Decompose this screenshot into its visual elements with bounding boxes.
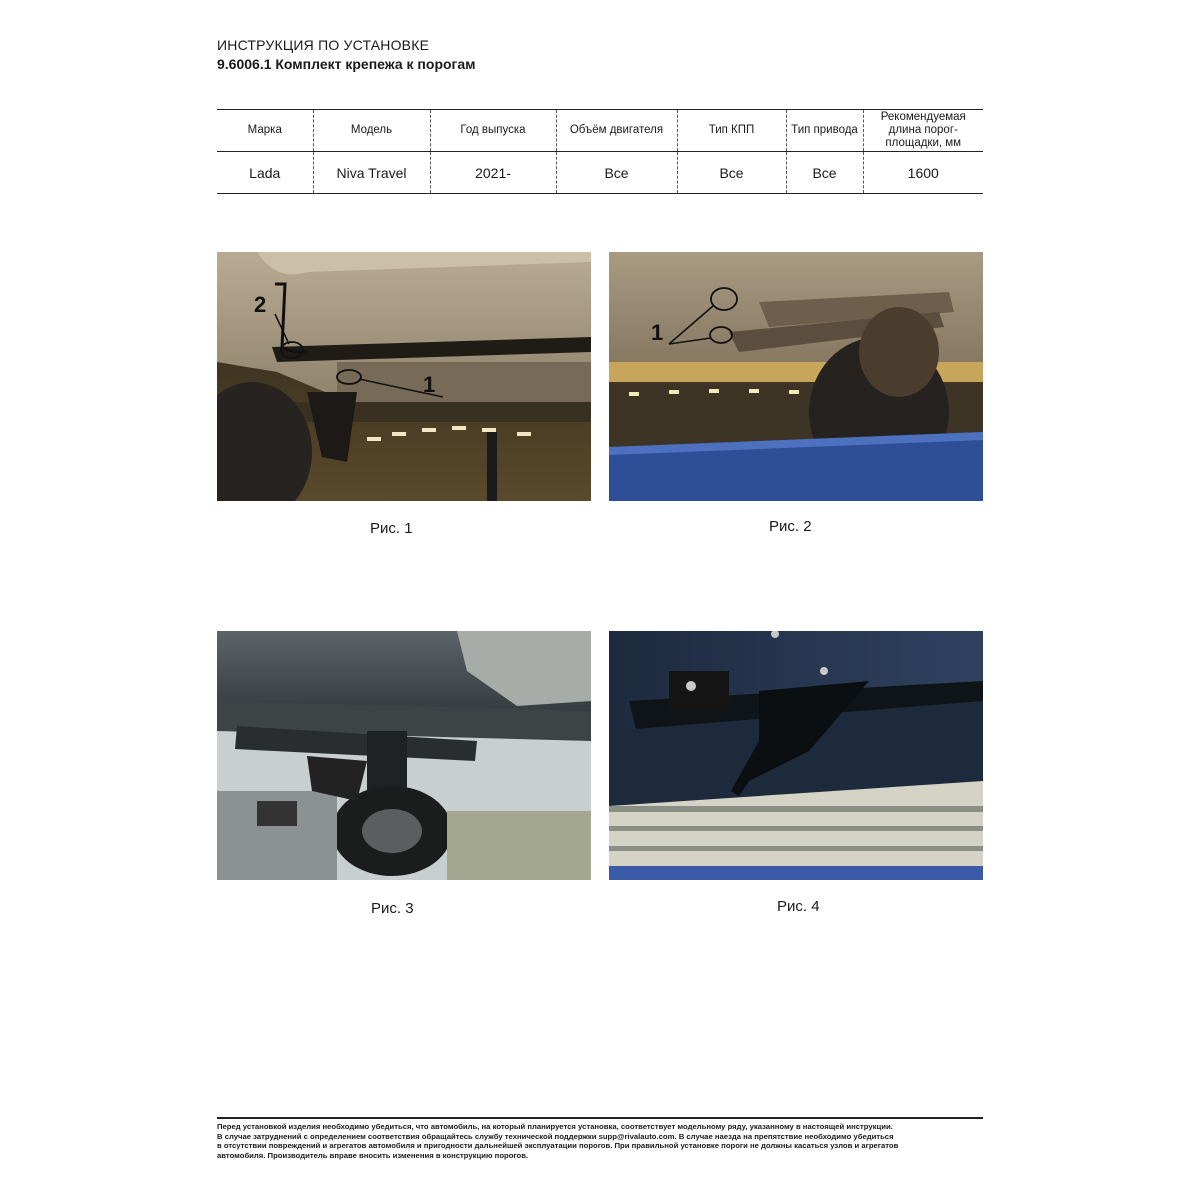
footer-line-1: Перед установкой изделия необходимо убедиться, что автомобиль, на который планируется установка, соответствует модельному ряду, указанному в настоящей инструкции. — [217, 1122, 893, 1131]
table-header-row — [217, 110, 983, 152]
cell-drive: Все — [786, 152, 863, 194]
footer-disclaimer — [217, 1117, 983, 1160]
footer-line-2: В случае затруднений с определением соответствия обращайтесь службу технической поддержки supp@rivalauto.com. В случае наезда на препятствие необходимо убедиться — [217, 1131, 894, 1141]
figure-3-caption: Рис. 3 — [371, 900, 414, 917]
figure-2-photo — [609, 252, 983, 501]
table-row — [217, 152, 983, 194]
cell-gearbox: Все — [677, 152, 786, 194]
cell-make: Lada — [249, 164, 281, 181]
header-year: Год выпуска — [430, 110, 556, 152]
document-subtitle: ИНСТРУКЦИЯ ПО УСТАНОВКЕ — [217, 37, 430, 53]
header-model: Модель — [313, 110, 430, 152]
header-engine: Объём двигателя — [556, 110, 677, 152]
figure-1-marker-1: 1 — [423, 372, 436, 397]
figure-2-caption: Рис. 2 — [769, 518, 812, 535]
cell-model: Niva Travel — [313, 152, 430, 194]
document-header — [217, 37, 476, 72]
cell-engine: Все — [556, 152, 677, 194]
footer-line-3: в отсутствии повреждений и агрегатов автомобиля и пригодности дальнейшей эксплуатации порогов. При правильной установке пороги не должны касаться узлов и агрегатов — [217, 1141, 899, 1150]
header-drive: Тип привода — [786, 110, 863, 152]
header-gearbox: Тип КПП — [677, 110, 786, 152]
footer-rule — [217, 1117, 983, 1119]
figure-1-caption: Рис. 1 — [370, 520, 413, 537]
figure-1-marker-2: 2 — [254, 292, 267, 317]
figure-4-photo — [609, 631, 983, 880]
figure-1-photo — [217, 252, 591, 501]
figure-4-caption: Рис. 4 — [777, 898, 820, 915]
figure-3-photo — [217, 631, 591, 880]
header-make: Марка — [217, 110, 313, 152]
document-title: 9.6006.1 Комплект крепежа к порогам — [217, 56, 476, 72]
cell-step-length: 1600 — [863, 152, 983, 194]
figure-2-marker-1: 1 — [651, 320, 664, 345]
vehicle-spec-table — [217, 109, 983, 194]
cell-year: 2021- — [430, 152, 556, 194]
header-step-length: Рекомендуемая длина порог-площадки, мм — [863, 110, 983, 152]
footer-line-4: автомобиля. Производитель вправе вносить изменения в конструкцию порогов. — [217, 1150, 529, 1160]
